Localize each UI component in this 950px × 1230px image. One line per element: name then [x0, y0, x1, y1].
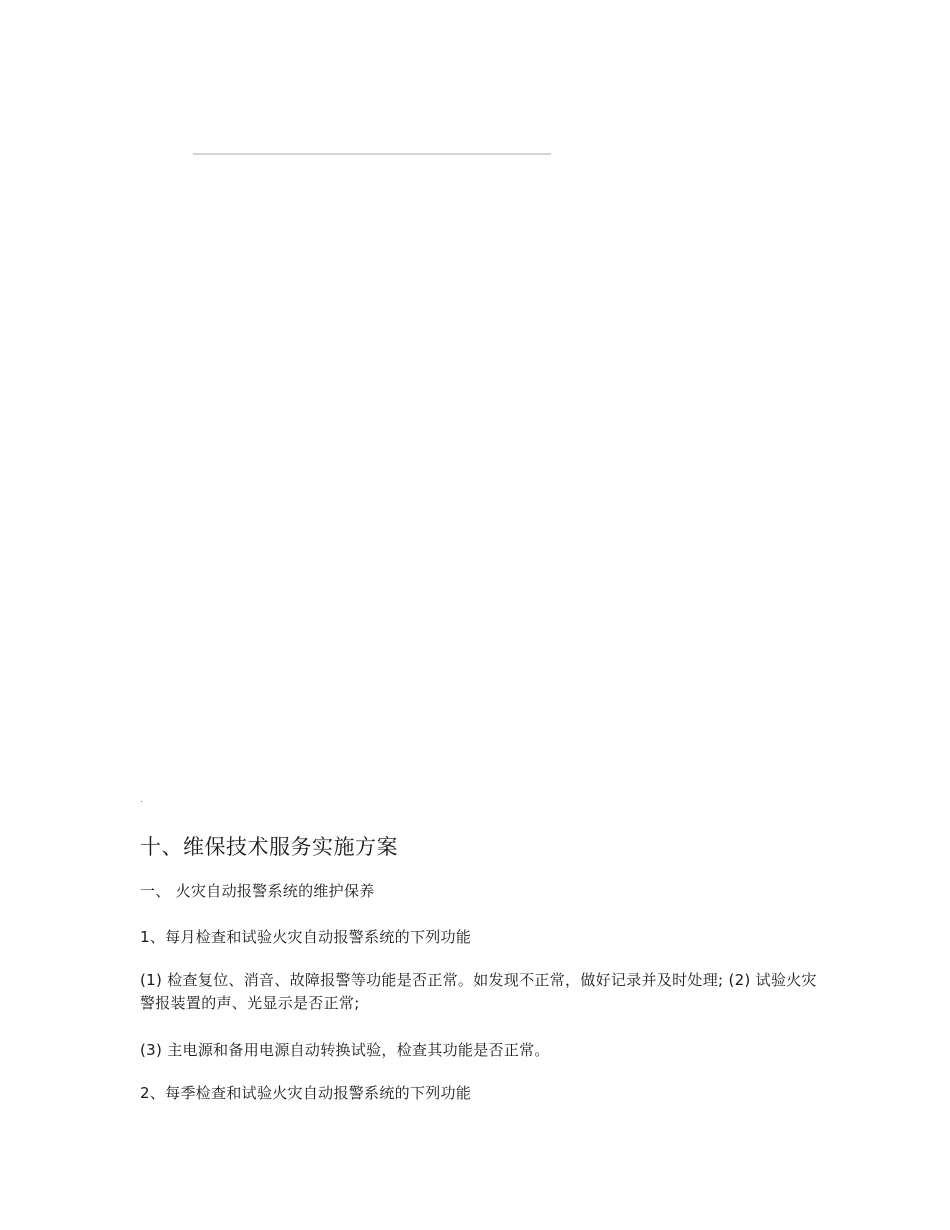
section-heading: 一、 火灾自动报警系统的维护保养 — [140, 882, 375, 900]
paragraph-items-1-2: (1) 检查复位、消音、故障报警等功能是否正常。如发现不正常，做好记录并及时处理; (2) 试验火灾警报装置的声、光显示是否正常; — [140, 971, 817, 1012]
top-divider-line — [193, 153, 551, 155]
paragraph-quarterly-check: 2、每季检查和试验火灾自动报警系统的下列功能 — [140, 1084, 472, 1102]
page-mark: . — [140, 795, 143, 804]
document-title: 十、维保技术服务实施方案 — [140, 835, 398, 859]
paragraph-item-3: (3) 主电源和备用电源自动转换试验，检查其功能是否正常。 — [140, 1041, 550, 1059]
paragraph-monthly-check: 1、每月检查和试验火灾自动报警系统的下列功能 — [140, 928, 472, 946]
